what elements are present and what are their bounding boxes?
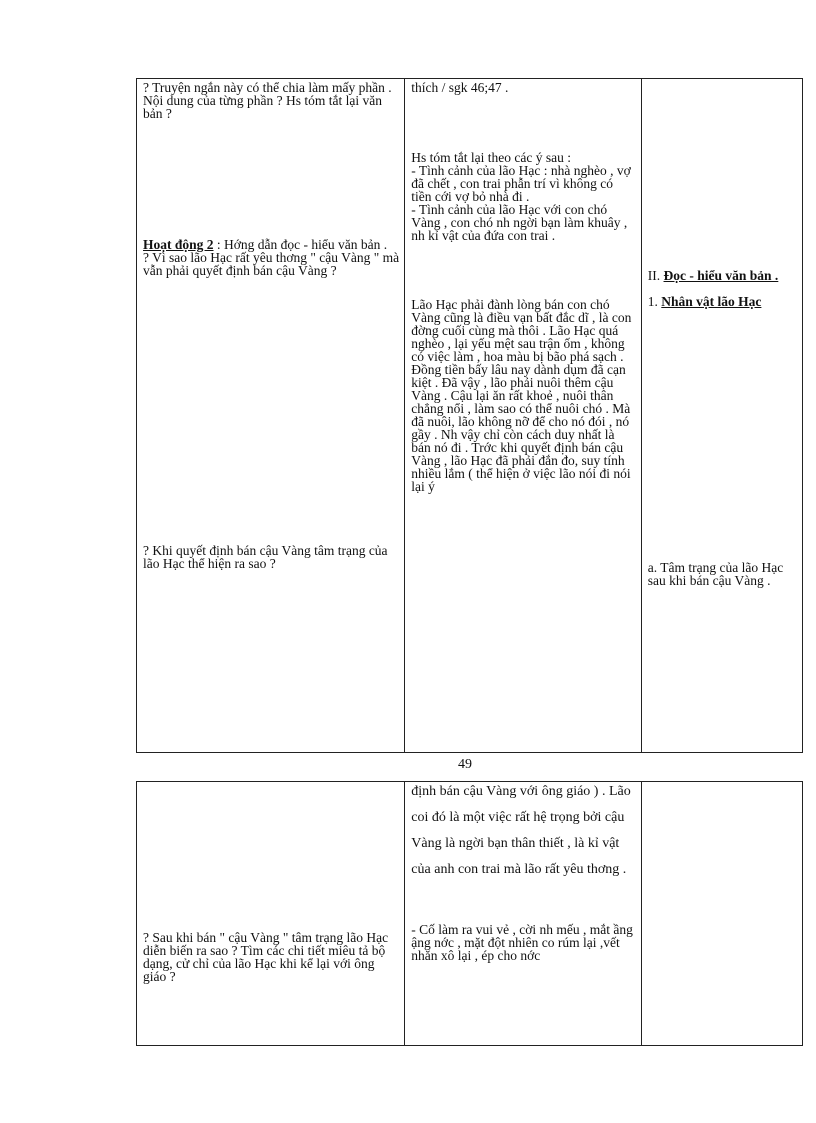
table-row [137,782,803,1046]
student-activity-column [405,782,641,1046]
note-sgk: thích / sgk 46;47 . [411,80,509,95]
activity-label: Hoạt động 2 [143,237,214,252]
section-title-ii: Đọc - hiểu văn bản . [663,268,779,283]
answer-continued: Vàng , lão Hạc đã phải đắn đo, suy tính nhiều lắm ( thể hiện ở việc lão nói đi nói lại ý [411,453,631,494]
summary-intro: Hs tóm tắt lại theo các ý sau : [411,150,572,165]
question-why-sell: ? Vì sao lão Hạc rất yêu thơng " cậu Vàng " mà vẫn phải quyết định bán cậu Vàng ? [143,250,400,278]
lesson-table-page-1 [136,78,803,753]
answer-after-sell: - Cố làm ra vui vẻ , cời nh mếu , mắt ầng ậng nớc , mặt đột nhiên co rúm lại ,vết nhăn xô lại , ép cho nớc [411,922,633,963]
summary-point-1: - Tình cảnh của lão Hạc : nhà nghèo , vợ đã chết , con trai phẫn trí vì không có tiền cới vợ bỏ nhà đi . [411,163,631,204]
question-after-sell: ? Sau khi bán " cậu Vàng " tâm trạng lão Hạc diễn biến ra sao ? Tìm các chi tiết miêu tả bộ dạng, cử chỉ của lão Hạc khi kể lại với ông giáo ? [143,930,389,984]
section-title-1: Nhân vật lão Hạc [661,294,762,309]
page-number: 49 [458,757,472,772]
section-heading-a: a. Tâm trạng của lão Hạc sau khi bán cậu Vàng . [647,560,784,588]
question-mood: ? Khi quyết định bán cậu Vàng tâm trạng của lão Hạc thể hiện ra sao ? [143,543,388,571]
section-heading-1: 1. Nhân vật lão Hạc [647,294,762,309]
teacher-activity-column [137,79,405,753]
lesson-table-page-2 [136,781,803,1046]
answer-why-sell: Lão Hạc phải đành lòng bán con chó Vàng cũng là điều vạn bất đắc dĩ , là con đờng cuối cùng mà thôi . Lão Hạc quá nghèo , lại yếu mệt sau trận ốm , không có việc làm , hoa màu bị bão phá sạch . Đồng tiền bấy lâu nay dành dụm đã cạn kiệt . Đã vậy , lão phải nuôi thêm cậu Vàng . Cậu lại ăn rất khoẻ , nuôi thân chẳng nổi , làm sao có thể nuôi chó . Mà đã nuôi, lão không nỡ để cho nó đói , nó gầy . Nh vậy chỉ còn cách duy nhất là bán nó đi . Trớc khi quyết định bán cậu [411,297,632,455]
summary-point-2: - Tình cảnh của lão Hạc với con chó Vàng , con chó nh ngời bạn làm khuây , nh kỉ vật của đứa con trai . [411,202,628,243]
section-heading-ii: II. Đọc - hiểu văn bản . [647,268,779,283]
student-activity-column [405,79,641,753]
table-row [137,79,803,753]
teacher-activity-column [137,782,405,1046]
content-column [641,782,802,1046]
answer-continued-2: định bán cậu Vàng với ông giáo ) . Lão coi đó là một việc rất hệ trọng bởi cậu Vàng là ngời bạn thân thiết , là kỉ vật của anh con trai mà lão rất yêu thơng . [411,784,631,877]
activity-title: : Hớng dẫn đọc - hiểu văn bản . [213,237,388,252]
question-structure: ? Truyện ngắn này có thể chia làm mấy phần . Nội dung của từng phần ? Hs tóm tắt lại văn bản ? [143,80,392,121]
content-column [641,79,802,753]
